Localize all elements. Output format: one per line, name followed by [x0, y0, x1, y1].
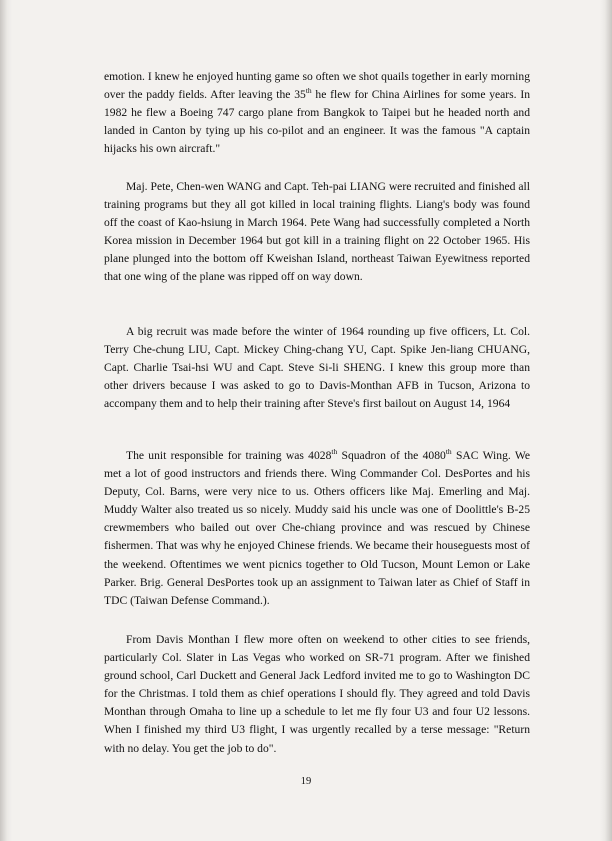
paragraph-1	[104, 68, 530, 158]
paragraph-4-text-b: Squadron of the 4080	[337, 449, 446, 462]
page-left-edge-shadow	[0, 0, 12, 841]
paragraph-1-text-a: emotion. I knew he enjoyed hunting game so often we shot quails together in early morning over the paddy fields. After leaving the 35	[104, 70, 530, 102]
paragraph-4-text-c: SAC Wing. We met a lot of good instructors and friends there. Wing Commander Col. DesPortes and his Deputy, Col. Barns, were very nice to us. Others officers like Maj. Emerling and Maj. Muddy Walter also treated us so nicely. Muddy said his uncle was one of Doolittle's B-25 crewmembers who bailed out over Che-chiang province and was rescued by Chinese fishermen. That was why he enjoyed Chinese friends. We became their houseguests most of the weekend. Oftentimes we went picnics together to Old Tucson, Mount Lemon or Lake Parker. Brig. General DesPortes took up an assignment to Taiwan later as Chief of Staff in TDC (Taiwan Defense Command.).	[104, 449, 530, 607]
paragraph-4-text-a: The unit responsible for training was 4028	[126, 449, 332, 462]
paragraph-3: A big recruit was made before the winter of 1964 rounding up five officers, Lt. Col. Terry Che-chung LIU, Capt. Mickey Ching-chang YU, Capt. Spike Jen-liang CHUANG, Capt. Charlie Tsai-hsi WU and Capt. Steve Si-li SHENG. I knew this group more than other drivers because I was asked to go to Davis-Monthan AFB in Tucson, Arizona to accompany them and to help their training after Steve's first bailout on August 14, 1964	[104, 325, 530, 411]
paragraph-5: From Davis Monthan I flew more often on weekend to other cities to see friends, particularly Col. Slater in Las Vegas who worked on SR-71 program. After we finished ground school, Carl Duckett and General Jack Ledford invited me to go to Washington DC for the Christmas. I told them as chief operations I should fly. They agreed and told Davis Monthan through Omaha to line up a schedule to let me fly four U3 and four U2 lessons. When I finished my third U3 flight, I was urgently recalled by a terse message: "Return with no delay. You get the job to do".	[104, 633, 530, 755]
ordinal-suffix: th	[445, 447, 452, 456]
paragraph-2: Maj. Pete, Chen-wen WANG and Capt. Teh-pai LIANG were recruited and finished all training programs but they all got killed in local training flights. Liang's body was found off the coast of Kao-hsiung in March 1964. Pete Wang had successfully completed a North Korea mission in December 1964 but got kill in a training flight on 22 October 1965. His plane plunged into the bottom off Kweishan Island, northeast Taiwan Eyewitness reported that one wing of the plane was ripped off on way down.	[104, 180, 530, 284]
ordinal-suffix: th	[305, 86, 312, 96]
paragraph-1-text-b: he flew for China Airlines for some years. In 1982 he flew a Boeing 747 cargo plane from Bangkok to Taipei but he headed north and landed in Canton by tying up his co-pilot and an engineer. It was the famous "A captain hijacks his own aircraft."	[104, 88, 531, 156]
page-number: 19	[300, 776, 312, 787]
paragraph-4	[104, 447, 530, 610]
ordinal-suffix: th	[331, 447, 338, 456]
page-right-edge-shadow	[600, 0, 612, 841]
